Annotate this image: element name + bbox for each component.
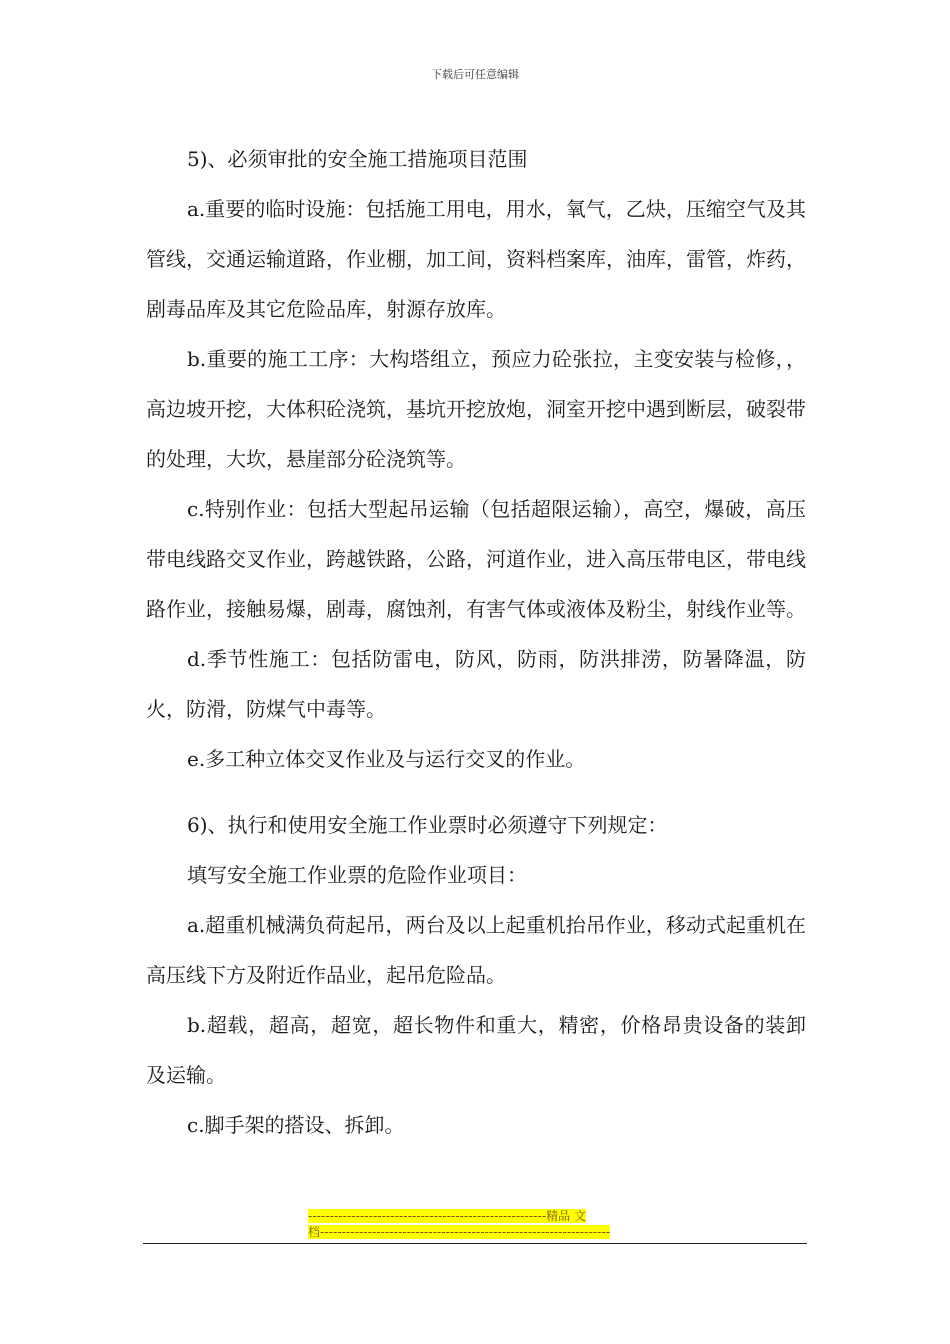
- paragraph-item-d-seasonal-construction: d.季节性施工：包括防雷电，防风，防雨，防洪排涝，防暑降温，防火，防滑，防煤气中毒等。: [146, 647, 806, 721]
- footer-divider: [143, 1243, 807, 1244]
- paragraph-item-b-construction-procedures: b.重要的施工工序：大构塔组立，预应力砼张拉，主变安装与检修，，高边坡开挖，大体积砼浇筑，基坑开挖放炮，洞室开挖中遇到断层，破裂带的处理，大坎，悬崖部分砼浇筑等。: [146, 347, 806, 471]
- paragraph-item-e-cross-operations: e.多工种立体交叉作业及与运行交叉的作业。: [187, 747, 586, 771]
- paragraph-ticket-item-c: c.脚手架的搭设、拆卸。: [187, 1113, 405, 1137]
- paragraph-work-ticket-intro: 填写安全施工作业票的危险作业项目：: [187, 863, 527, 887]
- paragraph-section-6-title: 6)、执行和使用安全施工作业票时必须遵守下列规定：: [187, 813, 668, 837]
- footer-watermark-banner: [308, 1208, 648, 1240]
- paragraph-item-a-temporary-facilities: a.重要的临时设施：包括施工用电，用水，氧气，乙炔，压缩空气及其管线，交通运输道路，作业棚，加工间，资料档案库，油库，雷管，炸药，剧毒品库及其它危险品库，射源存放库。: [146, 197, 806, 321]
- paragraph-section-5-title: 5)、必须审批的安全施工措施项目范围: [187, 147, 528, 171]
- paragraph-item-c-special-operations: c.特别作业：包括大型起吊运输（包括超限运输），高空，爆破，高压带电线路交叉作业，跨越铁路，公路，河道作业，进入高压带电区，带电线路作业，接触易爆，剧毒，腐蚀剂，有害气体或液体及粉尘，射线作业等。: [146, 497, 806, 621]
- page-header-note: 下载后可任意编辑: [431, 68, 519, 81]
- footer-banner-line-1: -------------------------------------------------------精品 文: [308, 1209, 586, 1223]
- footer-banner-line-2: 档-------------------------------------------------------------------: [308, 1225, 611, 1239]
- paragraph-ticket-item-a: a.超重机械满负荷起吊，两台及以上起重机抬吊作业，移动式起重机在高压线下方及附近作品业，起吊危险品。: [146, 913, 806, 987]
- document-body: [146, 134, 806, 1150]
- paragraph-ticket-item-b: b.超载，超高，超宽，超长物件和重大，精密，价格昂贵设备的装卸及运输。: [146, 1013, 806, 1087]
